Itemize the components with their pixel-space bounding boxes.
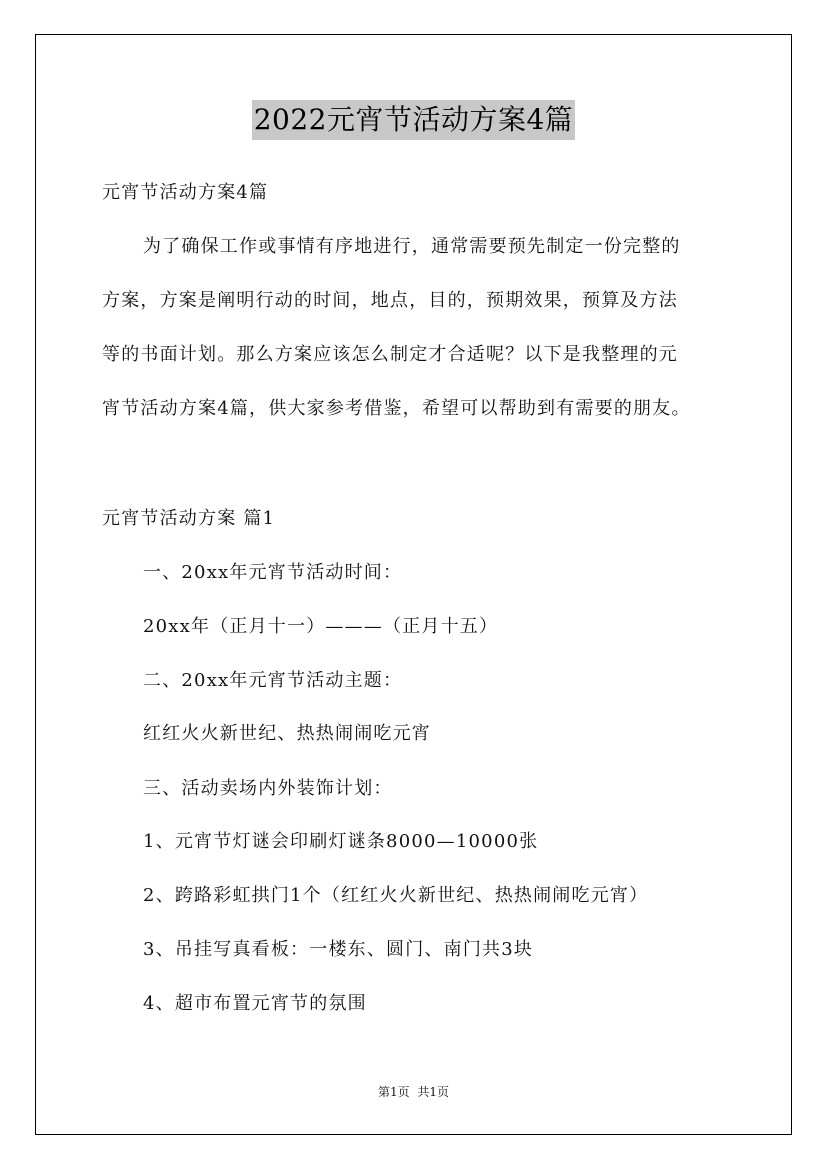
intro-line-3: 等的书面计划。那么方案应该怎么制定才合适呢？以下是我整理的元 xyxy=(102,344,678,365)
intro-line-1: 为了确保工作或事情有序地进行，通常需要预先制定一份完整的 xyxy=(143,236,681,257)
item-line: 3、吊挂写真看板：一楼东、圆门、南门共3块 xyxy=(143,939,534,960)
item-line: 20xx年（正月十一）———（正月十五） xyxy=(143,616,499,637)
intro-line-4: 宵节活动方案4篇，供大家参考借鉴，希望可以帮助到有需要的朋友。 xyxy=(102,398,691,419)
section-heading: 元宵节活动方案 篇1 xyxy=(102,508,276,529)
document-title: 2022元宵节活动方案4篇 xyxy=(252,100,576,140)
item-line: 三、活动卖场内外装饰计划： xyxy=(143,778,393,799)
item-line: 红红火火新世纪、热热闹闹吃元宵 xyxy=(143,723,431,744)
item-line: 一、20xx年元宵节活动时间： xyxy=(143,562,403,583)
item-line: 4、超市布置元宵节的氛围 xyxy=(143,993,367,1014)
title-container xyxy=(0,100,827,140)
intro-line-2: 方案，方案是阐明行动的时间，地点，目的，预期效果，预算及方法 xyxy=(102,290,678,311)
page-total: 共1页 xyxy=(417,1085,450,1099)
item-line: 2、跨路彩虹拱门1个（红红火火新世纪、热热闹闹吃元宵） xyxy=(143,885,649,906)
item-line: 二、20xx年元宵节活动主题： xyxy=(143,670,403,691)
page-number: 第1页 xyxy=(377,1085,410,1099)
subtitle: 元宵节活动方案4篇 xyxy=(102,182,269,203)
item-line: 1、元宵节灯谜会印刷灯谜条8000—10000张 xyxy=(143,831,539,852)
page-footer xyxy=(0,1084,827,1100)
